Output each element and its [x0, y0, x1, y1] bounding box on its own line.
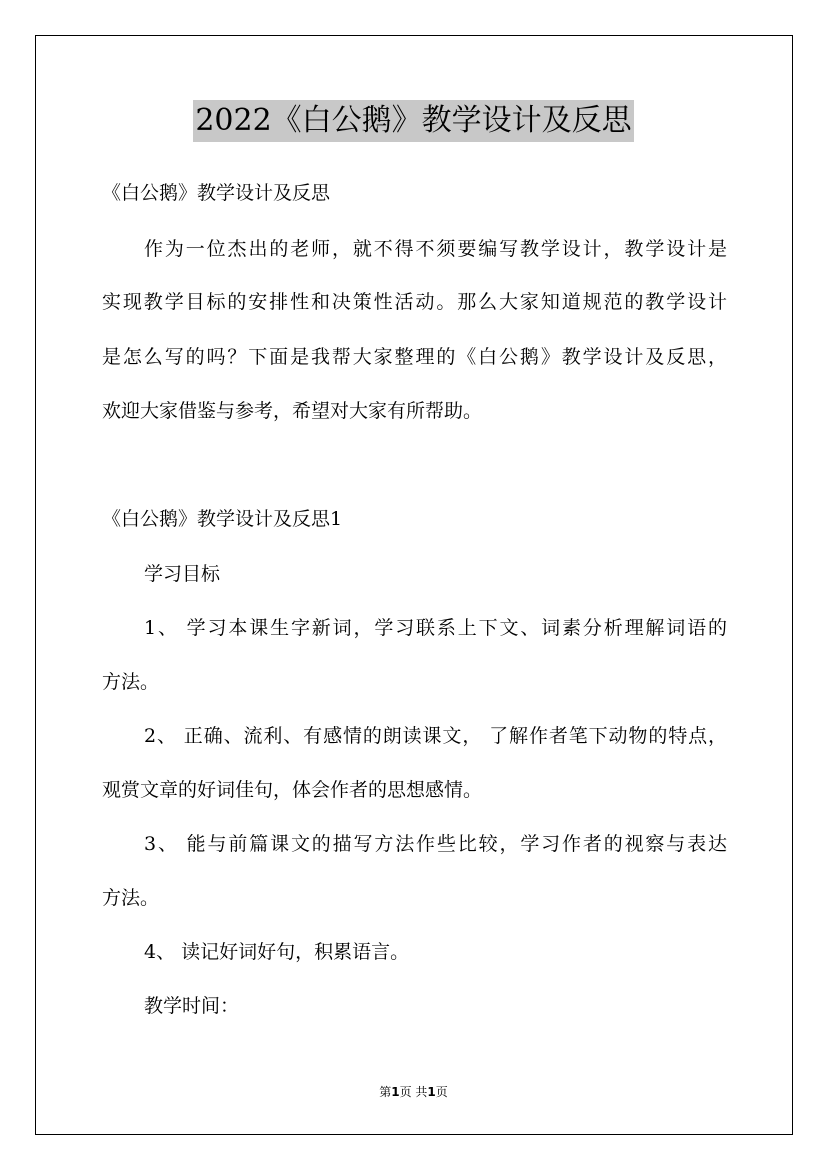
intro-line: 作为一位杰出的老师，就不得不须要编写教学设计，教学设计是	[144, 238, 727, 260]
page-footer	[0, 1083, 827, 1100]
goal-line: 4、 读记好词好句，积累语言。	[144, 941, 410, 963]
goal-line: 观赏文章的好词佳句，体会作者的思想感情。	[102, 779, 483, 801]
goal-line: 2、 正确、流利、有感情的朗读课文， 了解作者笔下动物的特点，	[144, 725, 727, 747]
section-heading: 《白公鹅》教学设计及反思1	[102, 508, 343, 530]
page-suffix: 页	[435, 1085, 448, 1099]
goal-line: 1、 学习本课生字新词，学习联系上下文、词素分析理解词语的	[144, 617, 727, 639]
teaching-time-label: 教学时间：	[144, 995, 240, 1017]
goal-line: 方法。	[102, 887, 160, 909]
goal-line: 3、 能与前篇课文的描写方法作些比较，学习作者的视察与表达	[144, 833, 727, 855]
document-subtitle: 《白公鹅》教学设计及反思	[102, 182, 331, 204]
document-title: 2022《白公鹅》教学设计及反思	[193, 100, 633, 142]
title-container	[0, 100, 827, 142]
intro-line: 欢迎大家借鉴与参考，希望对大家有所帮助。	[102, 400, 483, 422]
learning-goals-label: 学习目标	[144, 563, 221, 585]
intro-line: 实现教学目标的安排性和决策性活动。那么大家知道规范的教学设计	[102, 291, 727, 313]
goal-line: 方法。	[102, 671, 160, 693]
page-total: 1	[427, 1085, 436, 1099]
page-mid: 页 共	[399, 1085, 428, 1099]
intro-line: 是怎么写的吗？下面是我帮大家整理的《白公鹅》教学设计及反思，	[102, 346, 727, 368]
page-current: 1	[391, 1085, 400, 1099]
page-prefix: 第	[379, 1085, 392, 1099]
